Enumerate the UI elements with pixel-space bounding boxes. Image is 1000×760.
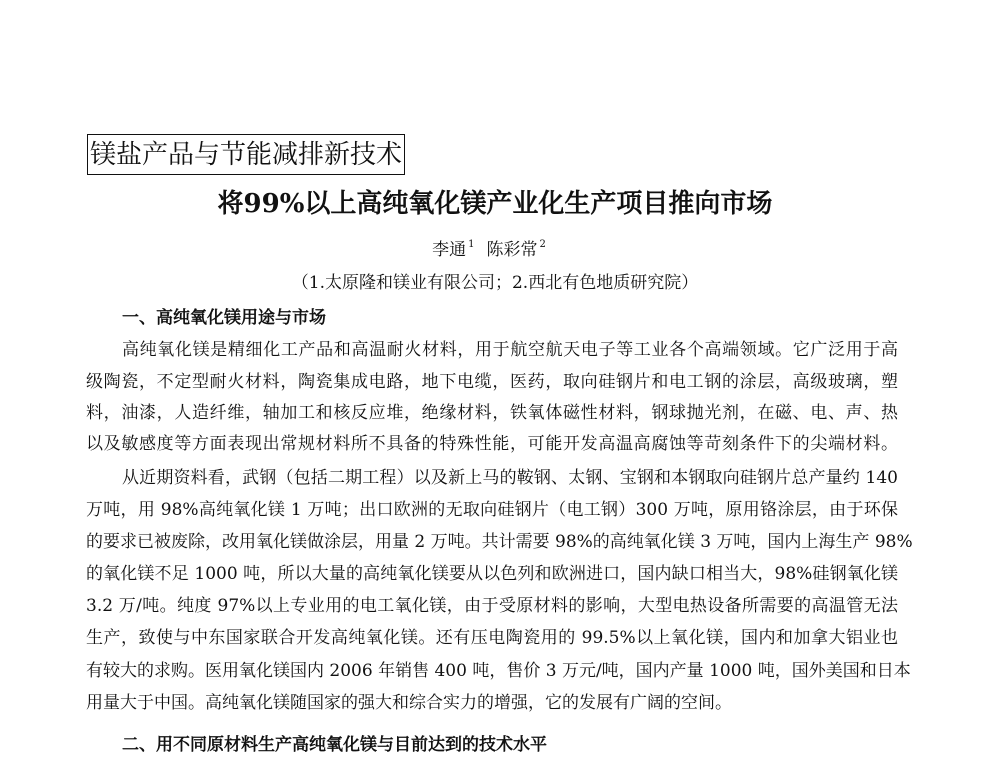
affiliations: （1.太原隆和镁业有限公司；2.西北有色地质研究院） — [291, 273, 699, 293]
text-line: 以及敏感度等方面表现出常规材料所不具备的特殊性能，可能开发高温高腐蚀等苛刻条件下的尖端材料。 — [86, 434, 898, 454]
section-heading: 二、用不同原材料生产高纯氧化镁与目前达到的技术水平 — [122, 735, 547, 755]
text-line: 用量大于中国。高纯氧化镁随国家的强大和综合实力的增强，它的发展有广阔的空间。 — [86, 693, 732, 713]
text-line: 的氧化镁不足 1000 吨，所以大量的高纯氧化镁要从以色列和欧洲进口，国内缺口相当大，98%硅钢氧化镁 — [86, 564, 898, 584]
text-line: 有较大的求购。医用氧化镁国内 2006 年销售 400 吨，售价 3 万元/吨，国内产量 1000 吨，国外美国和日本 — [86, 661, 911, 681]
section-heading: 一、高纯氧化镁用途与市场 — [122, 308, 326, 328]
text-line: 料，油漆，人造纤维，轴加工和核反应堆，绝缘材料，铁氧体磁性材料，钢球抛光剂，在磁、电、声、热 — [86, 403, 898, 423]
author-name: 陈彩常 — [486, 240, 538, 260]
authors — [0, 233, 990, 262]
affiliation-mark: 2 — [539, 239, 546, 250]
text-line: 生产，致使与中东国家联合开发高纯氧化镁。还有压电陶瓷用的 99.5%以上氧化镁，国内和加拿大铝业也 — [86, 628, 898, 648]
text-line: 的要求已被废除，改用氧化镁做涂层，用量 2 万吨。共计需要 98%的高纯氧化镁 3 万吨，国内上海生产 98% — [86, 532, 913, 552]
text-line: 从近期资料看，武钢（包括二期工程）以及新上马的鞍钢、太钢、宝钢和本钢取向硅钢片总产量约 140 — [122, 468, 898, 488]
article-title: 将99%以上高纯氧化镁产业化生产项目推向市场 — [217, 189, 773, 219]
text-line: 万吨，用 98%高纯氧化镁 1 万吨；出口欧洲的无取向硅钢片（电工钢）300 万吨，原用铬涂层，由于环保 — [86, 500, 898, 520]
text-line: 3.2 万/吨。纯度 97%以上专业用的电工氧化镁，由于受原材料的影响，大型电热设备所需要的高温管无法 — [86, 596, 898, 616]
text-line: 级陶瓷，不定型耐火材料，陶瓷集成电路，地下电缆，医药，取向硅钢片和电工钢的涂层，高级玻璃，塑 — [86, 372, 898, 392]
text-line: 高纯氧化镁是精细化工产品和高温耐火材料，用于航空航天电子等工业各个高端领域。它广泛用于高 — [122, 340, 898, 360]
affiliation-mark: 1 — [468, 239, 475, 250]
author-name: 李通 — [432, 240, 467, 260]
column-label: 镁盐产品与节能减排新技术 — [87, 134, 405, 175]
